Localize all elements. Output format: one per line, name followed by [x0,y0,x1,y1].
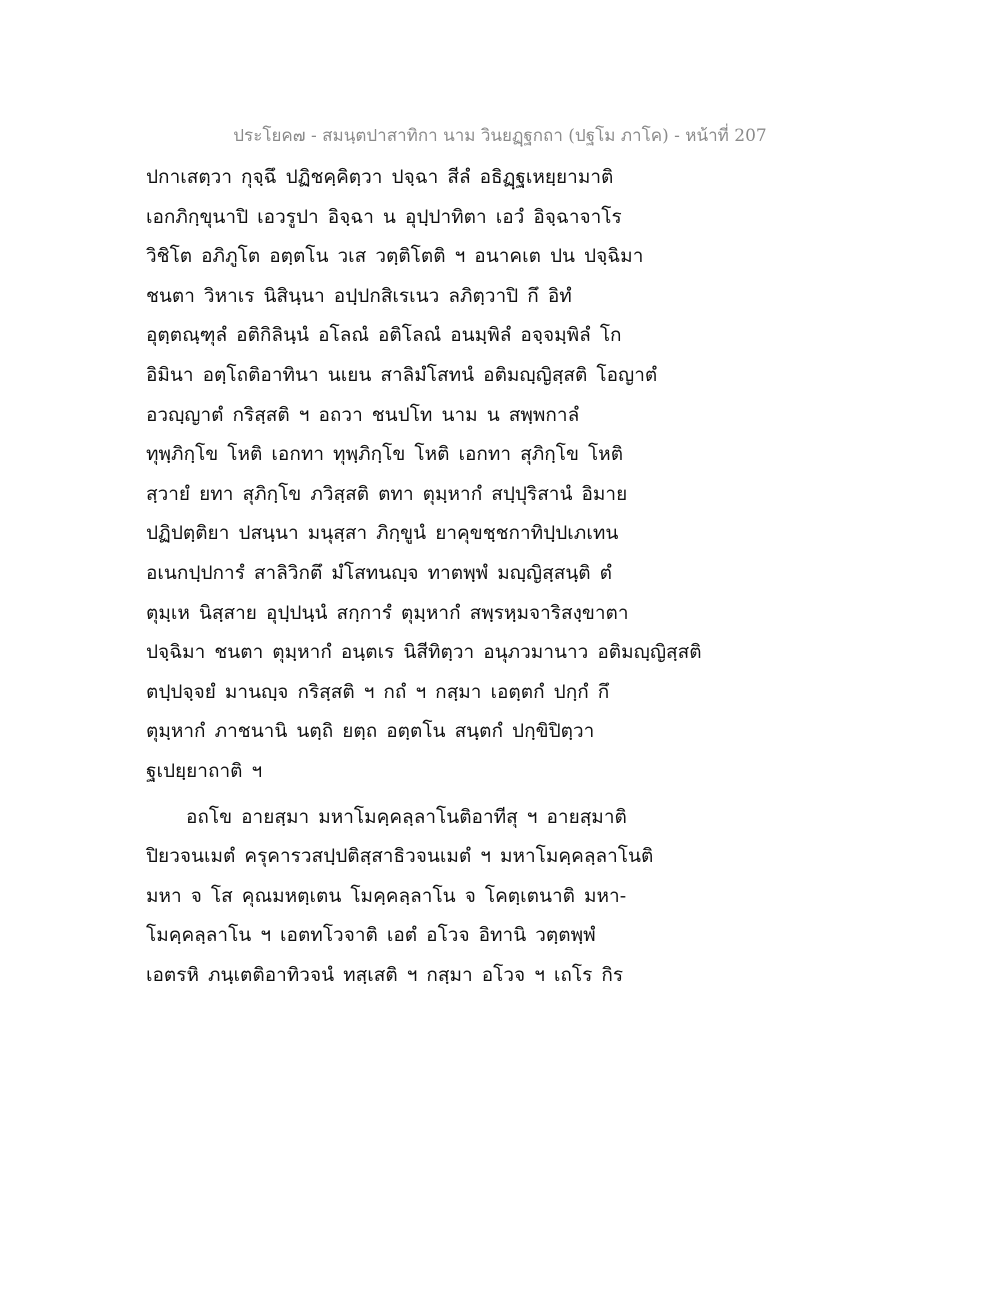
text-line: เอกภิกฺขุนาปิ เอวรูปา อิจฺฉา น อุปฺปาทิตา เอวํ อิจฺฉาจาโร [146,205,622,228]
text-line: มหา จ โส คุณมหตฺเตน โมคฺคลฺลาโน จ โคตฺเตนาติ มหา- [146,884,627,907]
text-line: โมคฺคลฺลาโน ฯ เอตทโวจาติ เอตํ อโวจ อิทานิ วตฺตพฺพํ [146,924,596,947]
text-line-indented: อถโข อายสฺมา มหาโมคฺคลฺลาโนติอาทีสุ ฯ อายสฺมาติ [186,805,627,828]
text-line: ตุมฺเห นิสฺสาย อุปฺปนฺนํ สกฺการํ ตุมฺหากํ สพฺรหฺมจาริสงฺขาตา [146,601,629,624]
paragraph-1 [146,158,866,792]
text-line: ตุมฺหากํ ภาชนานิ นตฺถิ ยตฺถ อตฺตโน สนฺตกํ ปกฺขิปิตฺวา [146,720,595,743]
text-line: ทุพฺภิกฺโข โหติ เอกทา ทุพฺภิกฺโข โหติ เอกทา สุภิกฺโข โหติ [146,443,624,466]
text-line: ปฏิปตฺติยา ปสนฺนา มนุสฺสา ภิกฺขูนํ ยาคุขชฺชกาทิปฺปเภเทน [146,522,619,545]
text-line: เอตรหิ ภนฺเตติอาทิวจนํ ทสฺเสติ ฯ กสฺมา อโวจ ฯ เถโร กิร [146,963,624,986]
text-line: ปจฺฉิมา ชนตา ตุมฺหากํ อนฺตเร นิสีทิตฺวา อนุภวมานาว อติมญฺญิสฺสติ [146,641,702,664]
body-text [146,158,866,995]
text-line: ชนตา วิหาเร นิสินฺนา อปฺปกสิเรเนว ลภิตฺวาปิ กึ อิทํ [146,284,572,307]
text-line: อิมินา อตฺโถติอาทินา นเยน สาลิมํโสทนํ อติมญฺญิสฺสติ โอญาตํ [146,363,658,386]
text-line: อวญฺญาตํ กริสฺสติ ฯ อถวา ชนปโท นาม น สพฺพกาลํ [146,403,580,426]
running-header: ประโยค๗ - สมนฺตปาสาทิกา นาม วินยฏฺฐกถา (ปฐโม ภาโค) - หน้าที่ 207 [233,126,767,146]
text-line: ปิยวจนเมตํ ครุคารวสปฺปติสฺสาธิวจนเมตํ ฯ มหาโมคฺคลฺลาโนติ [146,845,654,868]
text-line: อเนกปฺปการํ สาลิวิกตึ มํโสทนญฺจ ทาตพฺพํ มญฺญิสฺสนฺติ ตํ [146,561,613,584]
text-line: ตปฺปจฺจยํ มานญฺจ กริสฺสติ ฯ กถํ ฯ กสฺมา เอตฺตกํ ปกฺกํ กึ [146,680,610,703]
text-line: ปกาเสตฺวา กุจฺฉึ ปฏิชคฺคิตฺวา ปจฺฉา สีลํ อธิฏฺฐเหยฺยามาติ [146,166,614,188]
text-line: วิชิโต อภิภูโต อตฺตโน วเส วตฺติโตติ ฯ อนาคเต ปน ปจฺฉิมา [146,245,644,268]
paragraph-2 [146,798,866,996]
text-line: สฺวายํ ยทา สุภิกฺโข ภวิสฺสติ ตทา ตุมฺหากํ สปฺปุริสานํ อิมาย [146,482,628,505]
text-line: ฐเปยฺยาถาติ ฯ [146,759,263,782]
text-line: อุตฺตณฺฑุลํ อติกิลินฺนํ อโลณํ อติโลณํ อนมฺพิลํ อจฺจมฺพิลํ โก [146,324,622,347]
